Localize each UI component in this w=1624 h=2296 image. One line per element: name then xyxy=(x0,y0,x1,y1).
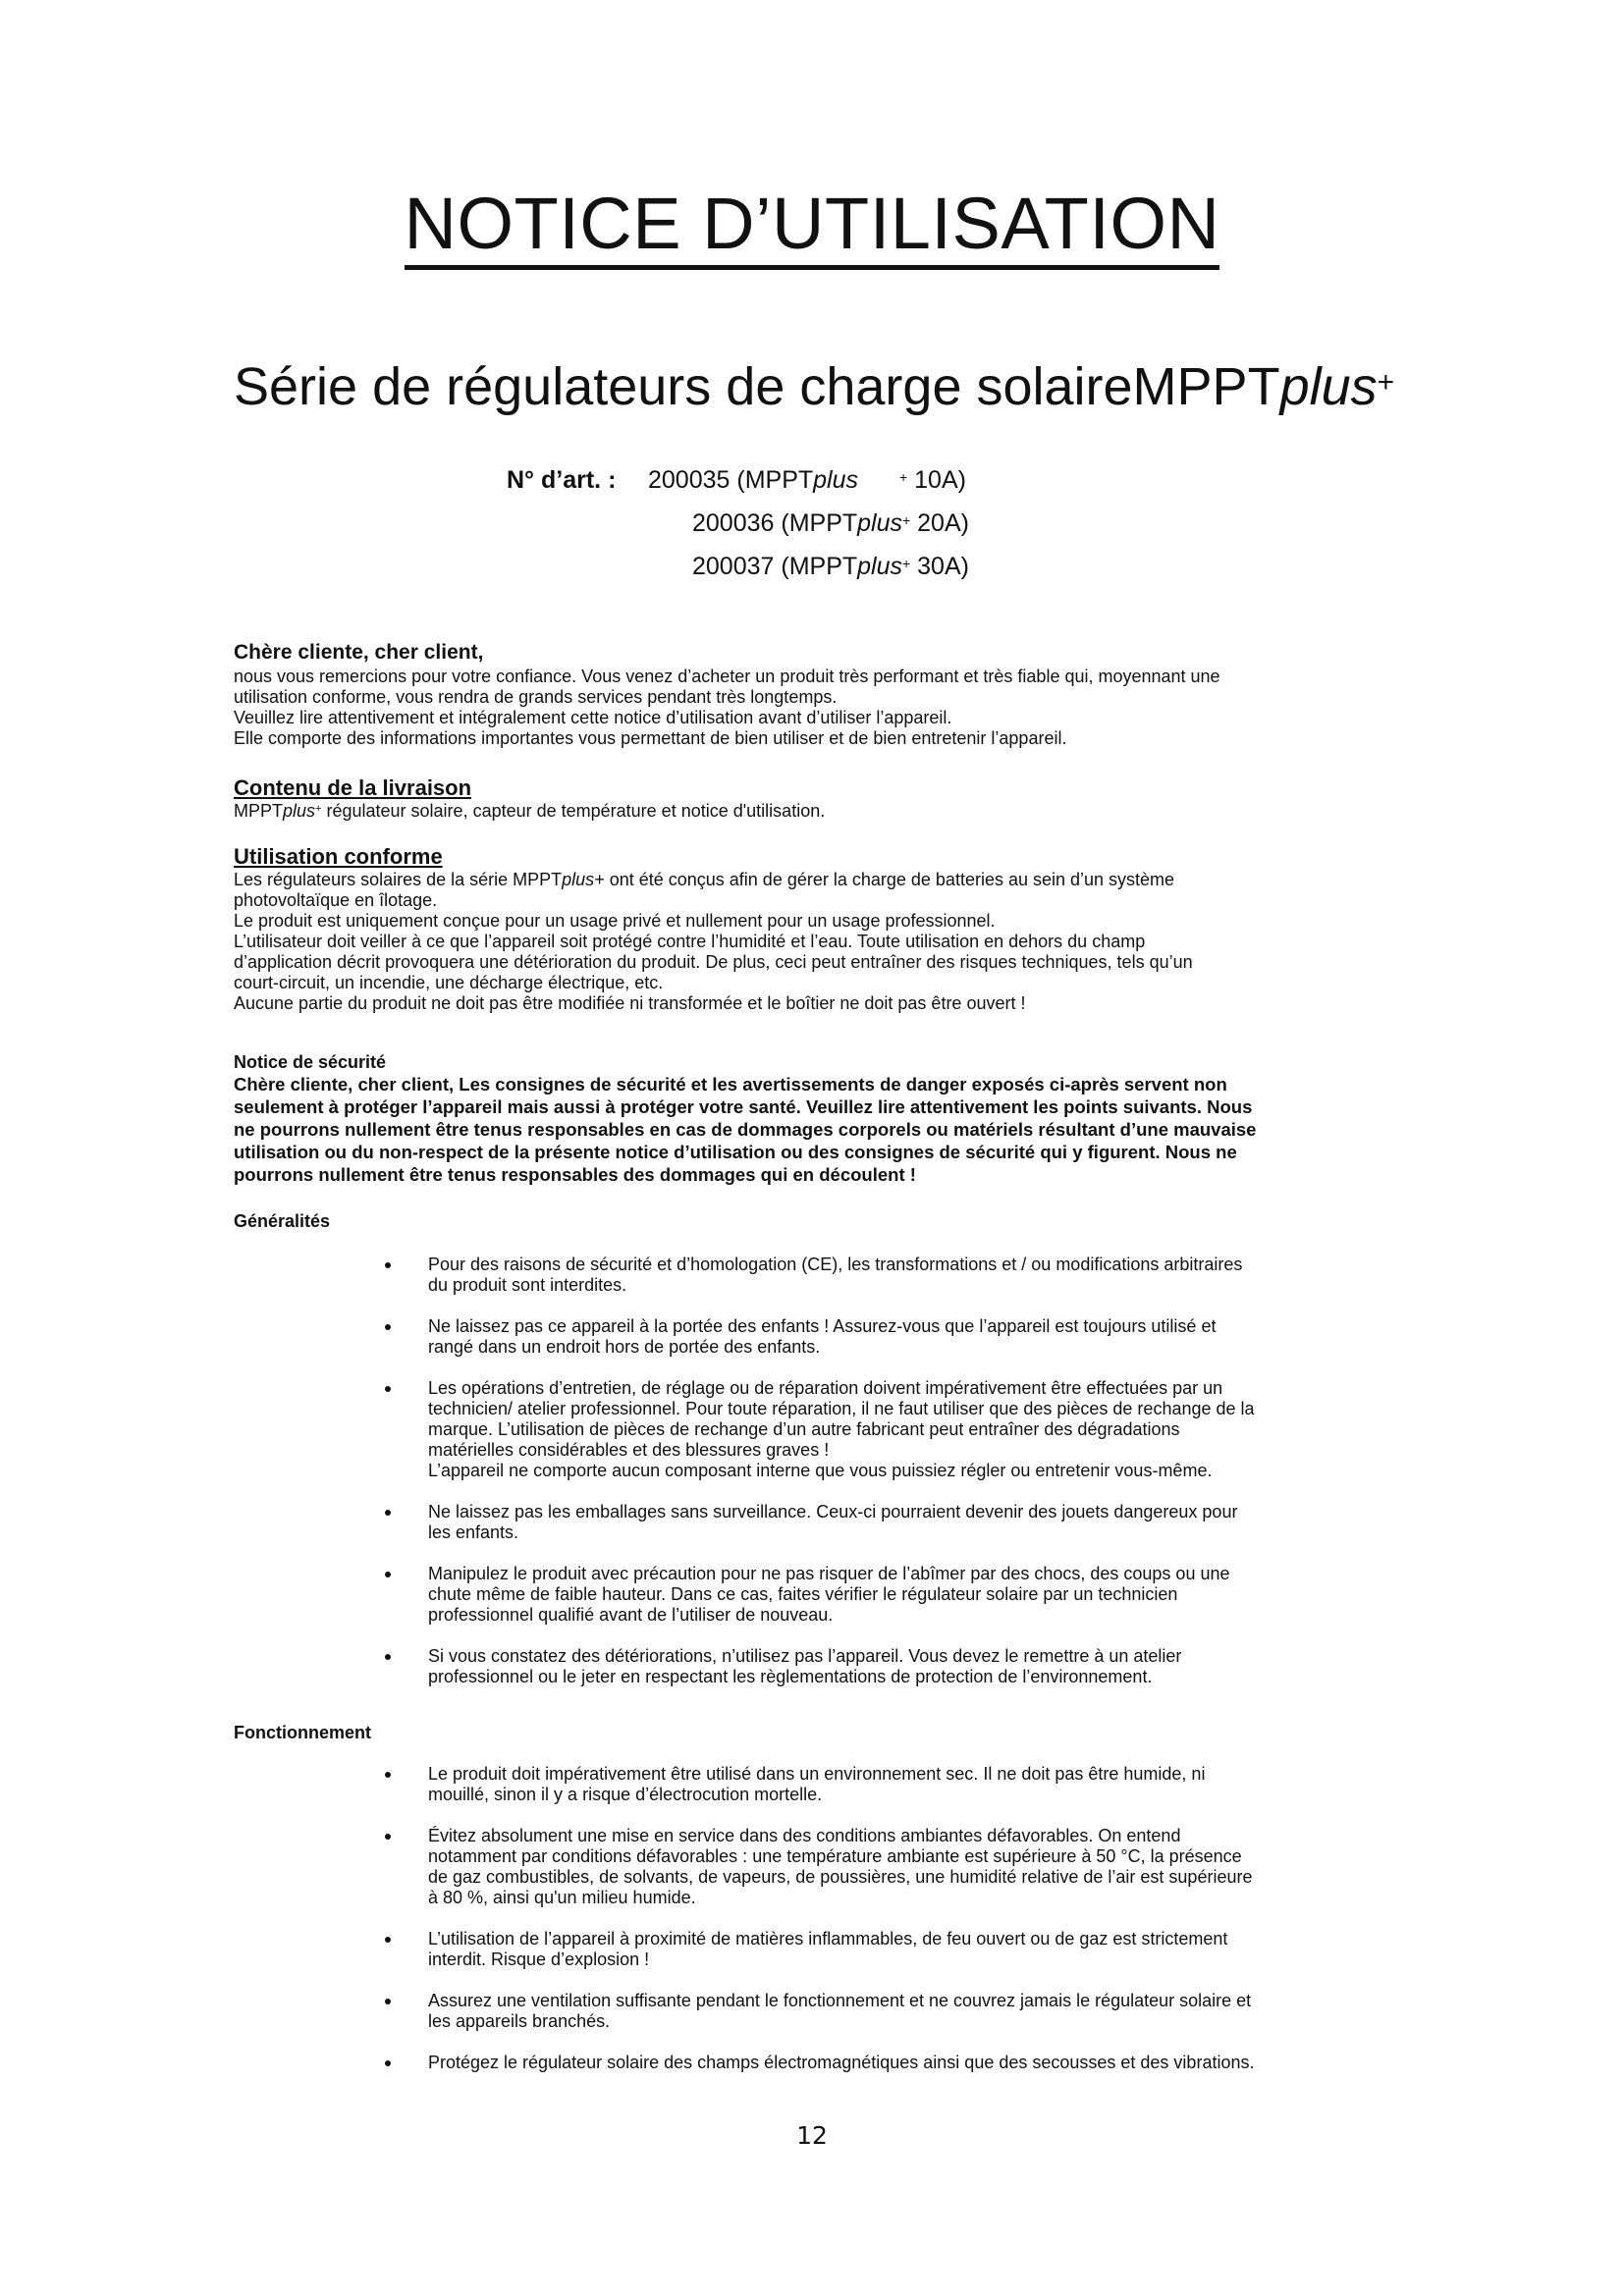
greeting-heading: Chère cliente, cher client, xyxy=(234,641,484,664)
article-number-2: 200036 (MPPTplus+ 20A) xyxy=(692,509,969,537)
list-item: L’utilisation de l’appareil à proximité de matières inflammables, de feu ouvert ou de gaz est strictement interdit. Risque d’explosion ! xyxy=(381,1929,1402,1970)
greeting-line: Elle comporte des informations importantes vous permettant de bien utiliser et de bien entretenir l’appareil. xyxy=(234,728,1067,748)
safety-line: pourrons nullement être tenus responsables des dommages qui en découlent ! xyxy=(234,1164,916,1185)
usage-line: photovoltaïque en îlotage. xyxy=(234,890,438,910)
safety-line: seulement à protéger l’appareil mais aussi à protéger votre santé. Veuillez lire attentivement les points suivants. Nous xyxy=(234,1096,1253,1117)
usage-line: Aucune partie du produit ne doit pas être modifiée ni transformée et le boîtier ne doit pas être ouvert ! xyxy=(234,993,1026,1013)
list-item: Ne laissez pas ce appareil à la portée des enfants ! Assurez-vous que l’appareil est toujours utilisé et rangé dans un endroit hors de portée des enfants. xyxy=(381,1316,1402,1358)
safety-line: ne pourrons nullement être tenus responsables en cas de dommages corporels ou matériels résultant d’une mauvaise xyxy=(234,1119,1257,1140)
list-item: Le produit doit impérativement être utilisé dans un environnement sec. Il ne doit pas être humide, ni mouillé, sinon il y a risque d’électrocution mortelle. xyxy=(381,1764,1402,1805)
safety-line: Chère cliente, cher client, Les consignes de sécurité et les avertissements de danger exposés ci-après servent non xyxy=(234,1074,1227,1095)
list-item: Les opérations d’entretien, de réglage ou de réparation doivent impérativement être effectuées par un technicien/ atelier professionnel. Pour toute réparation, il ne faut utiliser que des pièces de rechange de la marque. L’utilisation de pièces de rechange d’un autre fabricant peut entraîner des dégradations matérielles considérables et des blessures graves ! L’appareil ne comporte aucun composant interne que vous puissiez régler ou entretenir vous-même. xyxy=(381,1378,1402,1481)
article-number-3: 200037 (MPPTplus+ 30A) xyxy=(692,553,969,580)
safety-line: utilisation ou du non-respect de la présente notice d’utilisation ou des consignes de sécurité qui y figurent. Nous ne xyxy=(234,1142,1237,1162)
greeting-line: utilisation conforme, vous rendra de grands services pendant très longtemps. xyxy=(234,687,838,707)
list-item: Évitez absolument une mise en service dans des conditions ambiantes défavorables. On entend notamment par conditions défavorables : une température ambiante est supérieure à 50 °C, la présence de gaz combustibles, de solvants, de vapeurs, de poussières, une humidité relative de l’air est supérieure à 80 %, ainsi qu'un milieu humide. xyxy=(381,1826,1402,1908)
contents-section xyxy=(234,775,1402,822)
greeting-line: nous vous remercions pour votre confiance. Vous venez d’acheter un produit très performant et très fiable qui, moyennant une xyxy=(234,667,1220,686)
page-number: 12 xyxy=(796,2121,828,2150)
list-item: Manipulez le produit avec précaution pour ne pas risquer de l’abîmer par des chocs, des coups ou une chute même de faible hauteur. Dans ce cas, faites vérifier le régulateur solaire par un technicien professionnel qualifié avant de l’utiliser de nouveau. xyxy=(381,1564,1402,1626)
usage-line: court-circuit, un incendie, une décharge électrique, etc. xyxy=(234,973,664,992)
article-number-1: 200035 (MPPTplus + 10A) xyxy=(648,466,966,494)
safety-heading: Notice de sécurité xyxy=(234,1052,387,1072)
list-item: Si vous constatez des détériorations, n’utilisez pas l’appareil. Vous devez le remettre à un atelier professionnel ou le jeter en respectant les règlementations de protection de l’environnement. xyxy=(381,1646,1402,1687)
list-item: Assurez une ventilation suffisante pendant le fonctionnement et ne couvrez jamais le régulateur solaire et les appareils branchés. xyxy=(381,1991,1402,2032)
operation-list xyxy=(381,1764,1402,2094)
greeting-line: Veuillez lire attentivement et intégralement cette notice d’utilisation avant d’utiliser l’appareil. xyxy=(234,708,952,727)
usage-line: L’utilisateur doit veiller à ce que l’appareil soit protégé contre l’humidité et l’eau. Toute utilisation en dehors du champ xyxy=(234,932,1146,951)
operation-heading: Fonctionnement xyxy=(234,1723,371,1742)
usage-line: Le produit est uniquement conçue pour un usage privé et nullement pour un usage professionnel. xyxy=(234,911,996,931)
general-list xyxy=(381,1255,1402,1708)
contents-text: MPPTplus+ régulateur solaire, capteur de température et notice d'utilisation. xyxy=(234,801,826,821)
list-item: Ne laissez pas les emballages sans surveillance. Ceux-ci pourraient devenir des jouets dangereux pour les enfants. xyxy=(381,1502,1402,1543)
usage-section xyxy=(234,844,1402,1014)
list-item: Pour des raisons de sécurité et d’homologation (CE), les transformations et / ou modifications arbitraires du produit sont interdites. xyxy=(381,1255,1402,1296)
contents-heading: Contenu de la livraison xyxy=(234,775,472,800)
page-title: NOTICE D’UTILISATION xyxy=(0,183,1624,265)
usage-line: d’application décrit provoquera une détérioration du produit. De plus, ceci peut entraîner des risques techniques, tels qu’un xyxy=(234,952,1193,972)
subtitle: Série de régulateurs de charge solaireMPPTplus+ xyxy=(234,357,1395,416)
safety-section xyxy=(234,1052,1402,1186)
general-heading: Généralités xyxy=(234,1211,331,1231)
usage-heading: Utilisation conforme xyxy=(234,844,443,869)
greeting-section xyxy=(234,640,1402,749)
article-number-label: N° d’art. : xyxy=(507,466,617,494)
usage-line: Les régulateurs solaires de la série MPPTplus+ ont été conçus afin de gérer la charge de batteries au sein d’un système xyxy=(234,870,1175,889)
list-item: Protégez le régulateur solaire des champs électromagnétiques ainsi que des secousses et des vibrations. xyxy=(381,2053,1402,2073)
